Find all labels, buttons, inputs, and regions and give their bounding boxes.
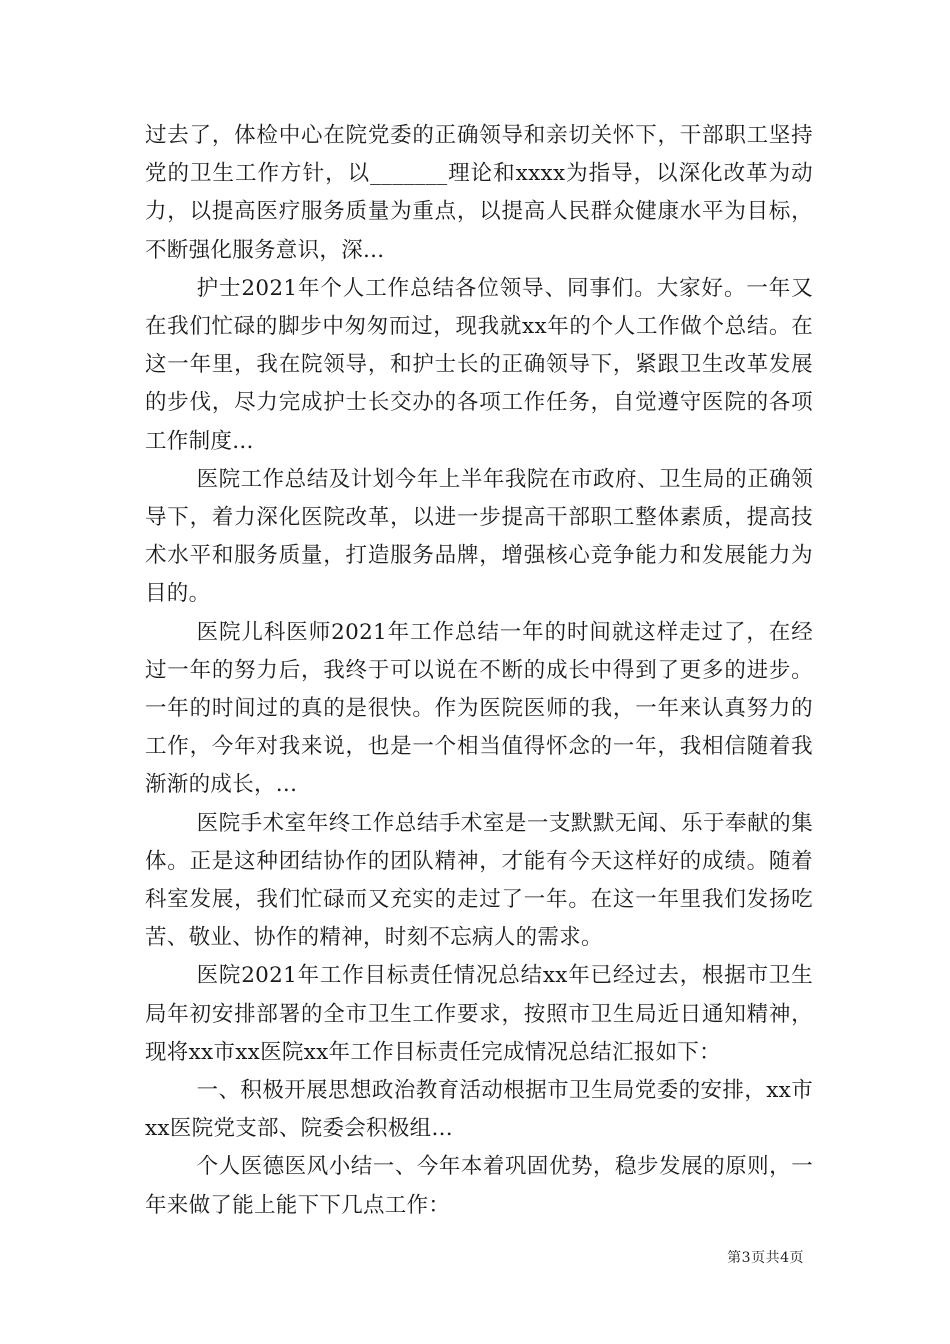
paragraph-2: 护士2021年个人工作总结各位领导、同事们。大家好。一年又在我们忙碌的脚步中匆匆而过，现我就xx年的个人工作做个总结。在这一年里，我在院领导，和护士长的正确领导下，紧跟卫生改革发展的步伐，尽力完成护士长交办的各项工作任务，自觉遵守医院的各项工作制度... <box>145 275 813 454</box>
paragraph-7: 一、积极开展思想政治教育活动根据市卫生局党委的安排，xx市xx医院党支部、院委会积极组... <box>145 1078 813 1142</box>
paragraph-4: 医院儿科医师2021年工作总结一年的时间就这样走过了，在经过一年的努力后，我终于可以说在不断的成长中得到了更多的进步。一年的时间过的真的是很快。作为医院医师的我，一年来认真努力的工作，今年对我来说，也是一个相当值得怀念的一年，我相信随着我渐渐的成长，... <box>145 619 813 798</box>
paragraph-8: 个人医德医风小结一、今年本着巩固优势，稳步发展的原则，一年来做了能上能下下几点工作： <box>145 1154 813 1218</box>
page-number-footer: 第3页共4页 <box>727 1250 804 1266</box>
document-body <box>145 117 813 1225</box>
paragraph-1: 过去了，体检中心在院党委的正确领导和亲切关怀下，干部职工坚持党的卫生工作方针，以_______理论和xxxx为指导，以深化改革为动力，以提高医疗服务质量为重点，以提高人民群众健康水平为目标，不断强化服务意识，深... <box>145 123 813 263</box>
paragraph-3: 医院工作总结及计划今年上半年我院在市政府、卫生局的正确领导下，着力深化医院改革，以进一步提高干部职工整体素质，提高技术水平和服务质量，打造服务品牌，增强核心竞争能力和发展能力为目的。 <box>145 466 813 607</box>
paragraph-5: 医院手术室年终工作总结手术室是一支默默无闻、乐于奉献的集体。正是这种团结协作的团队精神，才能有今天这样好的成绩。随着科室发展，我们忙碌而又充实的走过了一年。在这一年里我们发扬吃苦、敬业、协作的精神，时刻不忘病人的需求。 <box>145 810 813 951</box>
paragraph-6: 医院2021年工作目标责任情况总结xx年已经过去，根据市卫生局年初安排部署的全市卫生工作要求，按照市卫生局近日通知精神，现将xx市xx医院xx年工作目标责任完成情况总结汇报如下： <box>145 963 813 1065</box>
